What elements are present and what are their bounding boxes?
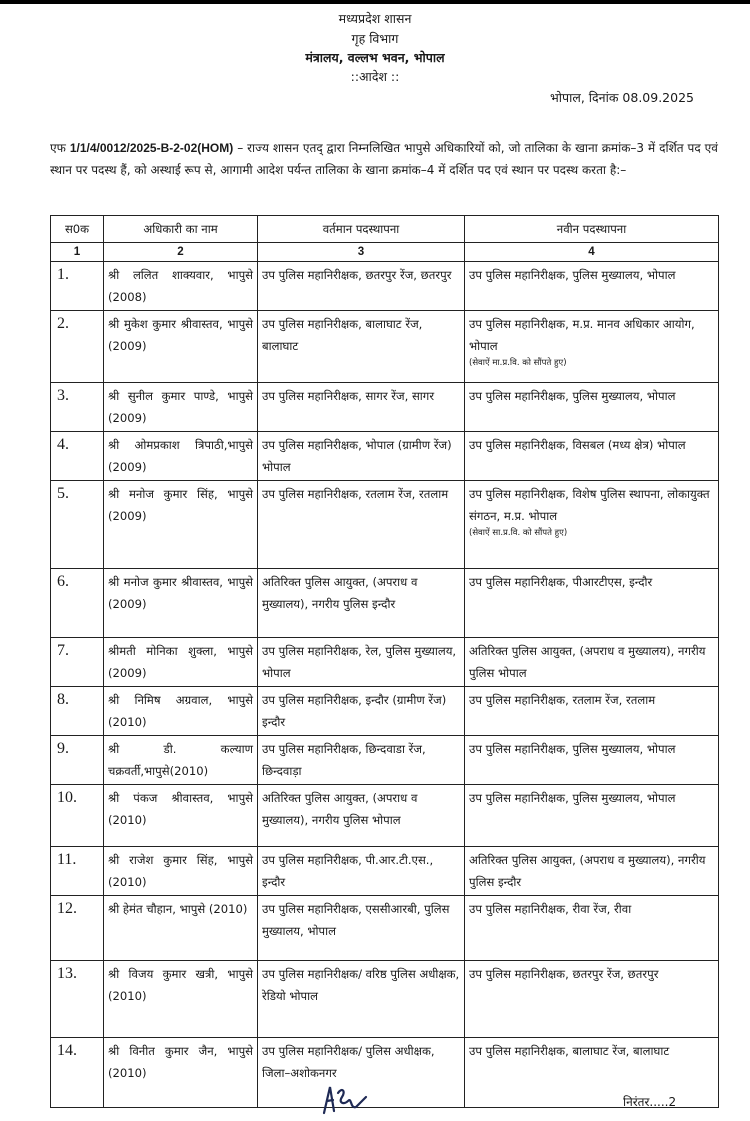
serial-number-text: 10.: [57, 789, 77, 806]
new-posting-text: अतिरिक्त पुलिस आयुक्त, (अपराध व मुख्यालय), नगरीय पुलिस भोपाल: [469, 644, 706, 680]
officer-name-text: श्री हेमंत चौहान, भापुसे (2010): [108, 902, 248, 916]
serial-number-text: 11.: [57, 851, 77, 868]
current-posting-text: उप पुलिस महानिरीक्षक, रेल, पुलिस मुख्यालय, भोपाल: [262, 644, 457, 680]
officer-name: [104, 262, 258, 311]
current-posting-text: उप पुलिस महानिरीक्षक, छतरपुर रेंज, छतरपुर: [262, 268, 452, 282]
header-serial: स0क: [51, 216, 104, 243]
current-posting-text: उप पुलिस महानिरीक्षक, बालाघाट रेंज, बालाघाट: [262, 317, 423, 353]
table-row: [51, 896, 719, 961]
current-posting-text: उप पुलिस महानिरीक्षक, छिन्दवाडा रेंज, छिन्दवाड़ा: [262, 742, 426, 778]
serial-number: [51, 961, 104, 1038]
serial-number: [51, 847, 104, 896]
new-posting: [465, 569, 719, 638]
new-posting: [465, 432, 719, 481]
officer-name: [104, 961, 258, 1038]
officer-name-text: श्री ललित शाक्यवार, भापुसे (2008): [108, 268, 253, 304]
serial-number-text: 9.: [57, 740, 69, 757]
current-posting-text: उप पुलिस महानिरीक्षक/ पुलिस अधीक्षक, जिला–अशोकनगर: [262, 1044, 435, 1080]
current-posting-text: उप पुलिस महानिरीक्षक, इन्दौर (ग्रामीण रेंज) इन्दौर: [262, 693, 447, 729]
officer-name: [104, 311, 258, 383]
new-posting-text: उप पुलिस महानिरीक्षक, पुलिस मुख्यालय, भोपाल: [469, 268, 676, 282]
col-number: 4: [465, 243, 719, 262]
serial-number: [51, 638, 104, 687]
serial-number-text: 12.: [57, 900, 77, 917]
officer-name-text: श्री विजय कुमार खत्री, भापुसे (2010): [108, 967, 253, 1003]
header-current-posting: वर्तमान पदस्थापना: [258, 216, 465, 243]
current-posting: [258, 687, 465, 736]
current-posting: [258, 896, 465, 961]
new-posting: [465, 311, 719, 383]
officer-name: [104, 432, 258, 481]
current-posting: [258, 262, 465, 311]
serial-number: [51, 481, 104, 569]
current-posting: [258, 785, 465, 847]
new-posting-text: उप पुलिस महानिरीक्षक, विशेष पुलिस स्थापना, लोकायुक्त संगठन, म.प्र. भोपाल: [469, 487, 710, 523]
officer-name: [104, 785, 258, 847]
new-posting: [465, 896, 719, 961]
serial-number: [51, 736, 104, 785]
new-posting: [465, 687, 719, 736]
column-number-row: [51, 243, 719, 262]
officer-name: [104, 1038, 258, 1108]
new-posting: [465, 262, 719, 311]
new-posting-text: अतिरिक्त पुलिस आयुक्त, (अपराध व मुख्यालय), नगरीय पुलिस इन्दौर: [469, 853, 706, 889]
govt-name: मध्यप्रदेश शासन: [338, 11, 412, 26]
table-header-row: [51, 216, 719, 243]
col-number: 3: [258, 243, 465, 262]
new-posting: [465, 736, 719, 785]
officer-name-text: श्री पंकज श्रीवास्तव, भापुसे (2010): [108, 791, 253, 827]
new-posting: [465, 961, 719, 1038]
department-name: गृह विभाग: [351, 31, 399, 46]
serial-number-text: 6.: [57, 573, 69, 590]
serial-number: [51, 311, 104, 383]
new-posting-text: उप पुलिस महानिरीक्षक, बालाघाट रेंज, बालाघाट: [469, 1044, 670, 1058]
current-posting-text: उप पुलिस महानिरीक्षक/ वरिष्ठ पुलिस अधीक्षक, रेडियो भोपाल: [262, 967, 460, 1003]
officer-name-text: श्री मुकेश कुमार श्रीवास्तव, भापुसे (2009): [108, 317, 253, 353]
col-number: 1: [51, 243, 104, 262]
serial-number-text: 13.: [57, 965, 77, 982]
officer-name-text: श्री सुनील कुमार पाण्डे, भापुसे (2009): [108, 389, 253, 425]
officer-name-text: श्री विनीत कुमार जैन, भापुसे (2010): [108, 1044, 253, 1080]
officer-name: [104, 383, 258, 432]
new-posting: [465, 1038, 719, 1108]
serial-number: [51, 687, 104, 736]
table-row: [51, 961, 719, 1038]
serial-number: [51, 383, 104, 432]
header-new-posting: नवीन पदस्थापना: [465, 216, 719, 243]
new-posting: [465, 638, 719, 687]
table-row: [51, 736, 719, 785]
officer-name: [104, 638, 258, 687]
table-row: [51, 262, 719, 311]
serial-number-text: 4.: [57, 436, 69, 453]
officer-name-text: श्री मनोज कुमार श्रीवास्तव, भापुसे (2009): [108, 575, 253, 611]
current-posting-text: अतिरिक्त पुलिस आयुक्त, (अपराध व मुख्यालय), नगरीय पुलिस भोपाल: [262, 791, 418, 827]
serial-number: [51, 432, 104, 481]
table-row: [51, 847, 719, 896]
officer-name: [104, 481, 258, 569]
serial-number: [51, 896, 104, 961]
officer-name-text: श्री डी. कल्याण चक्रवर्ती,भापुसे(2010): [108, 742, 253, 778]
serial-number: [51, 262, 104, 311]
new-posting: [465, 785, 719, 847]
current-posting-text: उप पुलिस महानिरीक्षक, रतलाम रेंज, रतलाम: [262, 487, 449, 501]
current-posting: [258, 961, 465, 1038]
serial-number: [51, 785, 104, 847]
current-posting-text: उप पुलिस महानिरीक्षक, एससीआरबी, पुलिस मुख्यालय, भोपाल: [262, 902, 450, 938]
officer-name: [104, 569, 258, 638]
order-intro: [50, 137, 718, 181]
serial-number-text: 14.: [57, 1042, 77, 1059]
current-posting: [258, 569, 465, 638]
order-date: भोपाल, दिनांक 08.09.2025: [550, 90, 694, 105]
top-black-bar: [0, 0, 750, 4]
officer-name-text: श्री निमिष अग्रवाल, भापुसे (2010): [108, 693, 253, 729]
table-row: [51, 481, 719, 569]
order-number: 1/1/4/0012/2025-B-2-02(HOM): [69, 141, 234, 155]
current-posting: [258, 847, 465, 896]
new-posting-text: उप पुलिस महानिरीक्षक, छतरपुर रेंज, छतरपुर: [469, 967, 659, 981]
serial-number-text: 3.: [57, 387, 69, 404]
new-posting: [465, 383, 719, 432]
officer-name: [104, 736, 258, 785]
current-posting-text: उप पुलिस महानिरीक्षक, सागर रेंज, सागर: [262, 389, 435, 403]
transfer-table: [50, 215, 719, 1108]
table-row: [51, 687, 719, 736]
office-address: मंत्रालय, वल्लभ भवन, भोपाल: [305, 50, 445, 65]
new-posting: [465, 481, 719, 569]
officer-name: [104, 687, 258, 736]
signature: [318, 1083, 378, 1117]
officer-name-text: श्री राजेश कुमार सिंह, भापुसे (2010): [108, 853, 253, 889]
new-posting-text: उप पुलिस महानिरीक्षक, रतलाम रेंज, रतलाम: [469, 693, 656, 707]
officer-name-text: श्री मनोज कुमार सिंह, भापुसे (2009): [108, 487, 253, 523]
intro-text: – राज्य शासन एतद् द्वारा निम्नलिखित भापुसे अधिकारियों को, जो तालिका के खाना क्रमांक–3 में दर्शित पद एवं स्थान पर पदस्थ हैं, को अस्थाई रूप से, आगामी आदेश पर्यन्त तालिका के खाना क्रमांक–4 में दर्शित पद एवं स्थान पर पदस्थ करता है:–: [50, 141, 718, 177]
table-row: [51, 432, 719, 481]
current-posting: [258, 481, 465, 569]
current-posting: [258, 383, 465, 432]
header-officer-name: अधिकारी का नाम: [104, 216, 258, 243]
current-posting-text: उप पुलिस महानिरीक्षक, भोपाल (ग्रामीण रेंज) भोपाल: [262, 438, 452, 474]
table-row: [51, 311, 719, 383]
current-posting: [258, 736, 465, 785]
serial-number-text: 8.: [57, 691, 69, 708]
table-row: [51, 1038, 719, 1108]
current-posting: [258, 311, 465, 383]
new-posting-text: उप पुलिस महानिरीक्षक, विसबल (मध्य क्षेत्र) भोपाल: [469, 438, 686, 452]
table-row: [51, 638, 719, 687]
officer-name-text: श्रीमती मोनिका शुक्ला, भापुसे (2009): [108, 644, 253, 680]
new-posting: [465, 847, 719, 896]
posting-note: (सेवाऐं सा.प्र.वि. को सौंपते हुए): [469, 528, 568, 538]
order-heading: ::आदेश ::: [350, 69, 400, 84]
table-row: [51, 383, 719, 432]
new-posting-text: उप पुलिस महानिरीक्षक, रीवा रेंज, रीवा: [469, 902, 632, 916]
table-row: [51, 785, 719, 847]
serial-number-text: 7.: [57, 642, 69, 659]
col-number: 2: [104, 243, 258, 262]
current-posting: [258, 432, 465, 481]
current-posting: [258, 638, 465, 687]
serial-number: [51, 569, 104, 638]
new-posting-text: उप पुलिस महानिरीक्षक, पीआरटीएस, इन्दौर: [469, 575, 653, 589]
new-posting-text: उप पुलिस महानिरीक्षक, म.प्र. मानव अधिकार आयोग, भोपाल: [469, 317, 695, 353]
serial-number-text: 5.: [57, 485, 69, 502]
new-posting-text: उप पुलिस महानिरीक्षक, पुलिस मुख्यालय, भोपाल: [469, 389, 676, 403]
officer-name: [104, 847, 258, 896]
new-posting-text: उप पुलिस महानिरीक्षक, पुलिस मुख्यालय, भोपाल: [469, 742, 676, 756]
intro-prefix: एफ: [50, 141, 66, 155]
continued-marker: निरंतर.....2: [623, 1095, 677, 1109]
serial-number-text: 1.: [57, 266, 69, 283]
new-posting-text: उप पुलिस महानिरीक्षक, पुलिस मुख्यालय, भोपाल: [469, 791, 676, 805]
current-posting-text: अतिरिक्त पुलिस आयुक्त, (अपराध व मुख्यालय), नगरीय पुलिस इन्दौर: [262, 575, 418, 611]
serial-number: [51, 1038, 104, 1108]
posting-note: (सेवाऐं मा.प्र.वि. को सौंपते हुए): [469, 358, 567, 368]
officer-name-text: श्री ओमप्रकाश त्रिपाठी,भापुसे (2009): [108, 438, 253, 474]
serial-number-text: 2.: [57, 315, 69, 332]
table-row: [51, 569, 719, 638]
current-posting-text: उप पुलिस महानिरीक्षक, पी.आर.टी.एस., इन्दौर: [262, 853, 434, 889]
officer-name: [104, 896, 258, 961]
